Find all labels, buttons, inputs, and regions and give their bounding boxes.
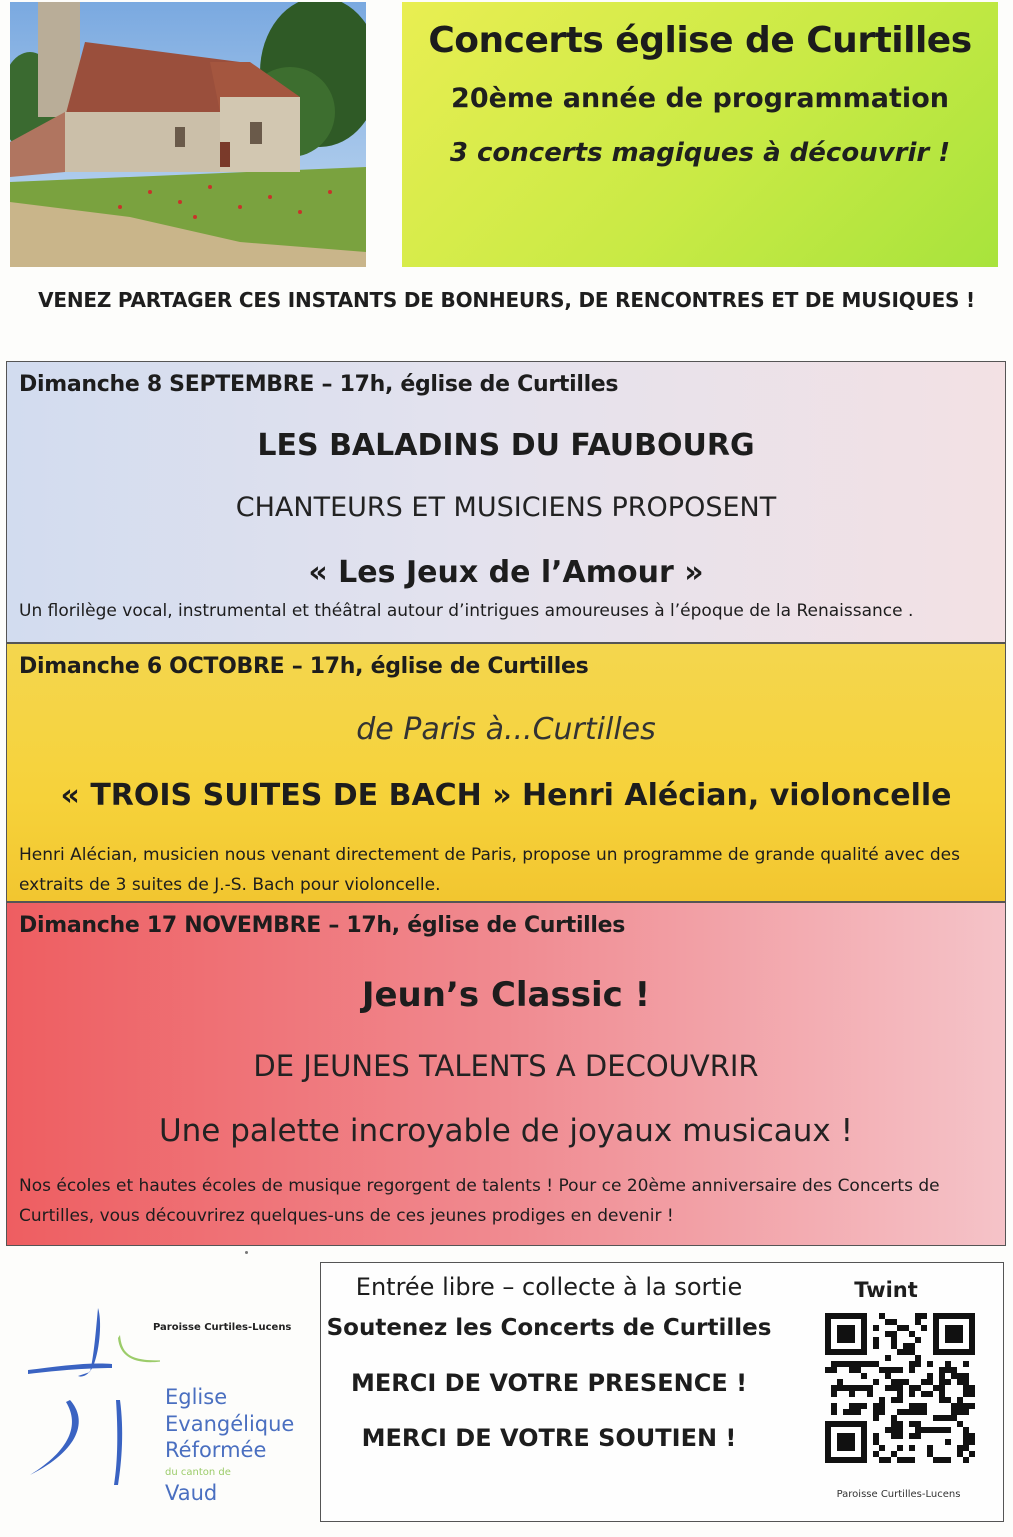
event-italic-subtitle: de Paris à...Curtilles: [356, 712, 656, 747]
poster-subtitle: 20ème année de programmation: [451, 83, 949, 114]
title-box: [402, 2, 998, 267]
main-tagline: VENEZ PARTAGER CES INSTANTS DE BONHEURS, DE RENCONTRES ET DE MUSIQUES !: [38, 288, 975, 312]
qr-caption: Paroisse Curtilles-Lucens: [836, 1489, 961, 1500]
event-description: Henri Alécian, musicien nous venant directement de Paris, propose un programme de grande qualité avec des extraits de 3 suites de J.-S. Bach pour violoncelle.: [19, 845, 960, 895]
event-title: « TROIS SUITES DE BACH » Henri Alécian, violoncelle: [60, 778, 952, 813]
event-september: [6, 361, 1006, 643]
stray-dot: [245, 1251, 248, 1254]
logo-parish: Paroisse Curtiles-Lucens: [153, 1322, 292, 1333]
poster-title: Concerts église de Curtilles: [428, 20, 972, 61]
footer-box: [320, 1262, 1004, 1522]
event-november: [6, 902, 1006, 1246]
thanks-presence: MERCI DE VOTRE PRESENCE !: [350, 1369, 748, 1397]
logo-text-reformee: Réformée: [165, 1438, 267, 1462]
event-date: Dimanche 17 NOVEMBRE – 17h, église de Curtilles: [19, 913, 626, 938]
support-text: Soutenez les Concerts de Curtilles: [326, 1315, 772, 1341]
event-date: Dimanche 8 SEPTEMBRE – 17h, église de Curtilles: [19, 372, 619, 397]
event-title: Jeun’s Classic !: [361, 975, 651, 1015]
entry-info: Entrée libre – collecte à la sortie: [355, 1273, 743, 1301]
event-description: Nos écoles et hautes écoles de musique regorgent de talents ! Pour ce 20ème anniversaire des Concerts de Curtilles, vous découvrirez quelques-uns de ces jeunes prodiges en devenir !: [19, 1176, 940, 1226]
twint-label: Twint: [854, 1278, 918, 1302]
thanks-support: MERCI DE VOTRE SOUTIEN !: [361, 1424, 737, 1452]
event-quote: « Les Jeux de l’Amour »: [308, 555, 704, 590]
event-subtitle: CHANTEURS ET MUSICIENS PROPOSENT: [235, 492, 777, 523]
logo-text-eglise: Eglise: [165, 1385, 228, 1409]
event-subtitle: DE JEUNES TALENTS A DECOUVRIR: [253, 1049, 759, 1083]
twint-qr-code-icon[interactable]: [825, 1313, 975, 1463]
logo-text-canton: du canton de: [165, 1467, 231, 1478]
event-tagline: Une palette incroyable de joyaux musicaux !: [158, 1113, 854, 1149]
church-logo: [20, 1300, 310, 1510]
event-description: Un florilège vocal, instrumental et théâtral autour d’intrigues amoureuses à l’époque de la Renaissance .: [19, 601, 914, 621]
event-title: LES BALADINS DU FAUBOURG: [257, 428, 755, 463]
logo-text-vaud: Vaud: [165, 1481, 218, 1505]
church-photo: [10, 2, 366, 267]
poster-italic-tagline: 3 concerts magiques à découvrir !: [449, 138, 951, 168]
event-date: Dimanche 6 OCTOBRE – 17h, église de Curtilles: [19, 654, 589, 679]
logo-text-evangelique: Evangélique: [165, 1412, 295, 1436]
cross-logo-icon: [20, 1300, 160, 1500]
event-october: [6, 643, 1006, 902]
